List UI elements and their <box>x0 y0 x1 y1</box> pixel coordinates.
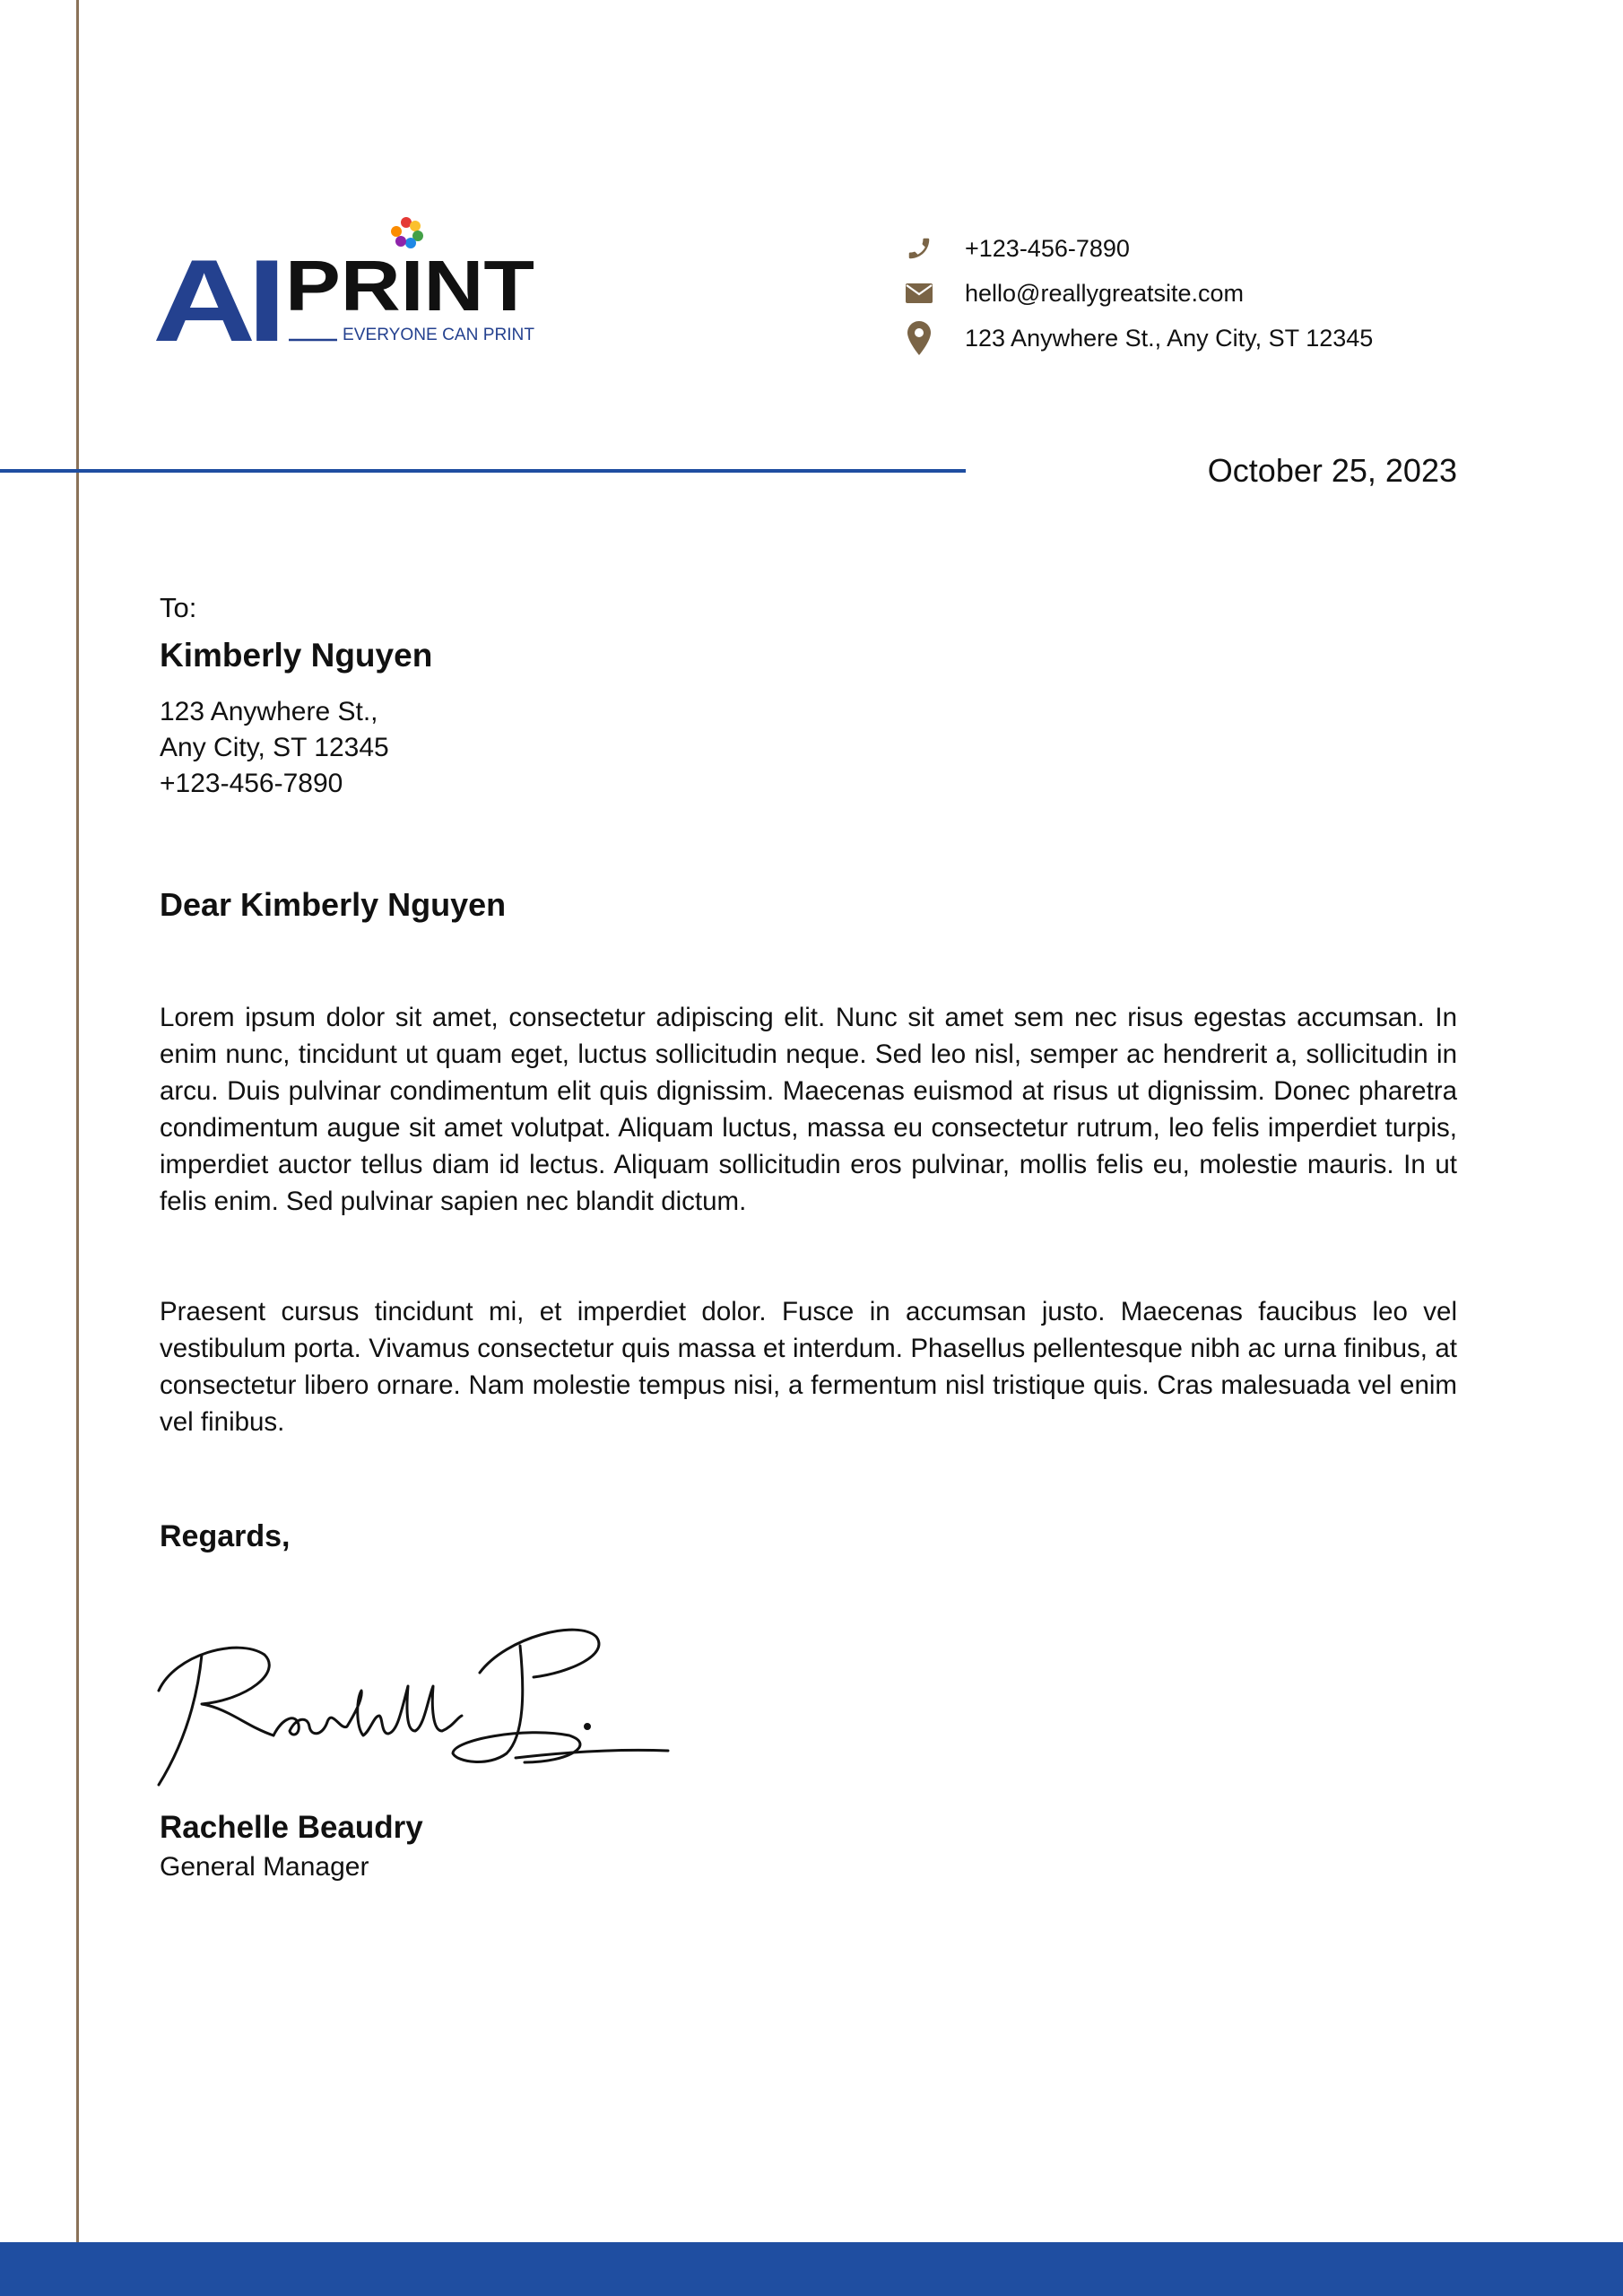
recipient-address-line: Any City, ST 12345 <box>160 733 389 762</box>
recipient-address <box>160 694 389 802</box>
location-pin-icon <box>901 320 937 356</box>
contact-phone <box>901 226 1373 271</box>
logo-print-text: PRINT <box>285 246 535 326</box>
left-accent-line <box>76 0 79 2242</box>
contact-phone-text[interactable]: +123-456-7890 <box>965 234 1130 262</box>
letter-date: October 25, 2023 <box>1207 452 1457 489</box>
header-divider-line <box>0 469 966 473</box>
body-paragraph-1: Lorem ipsum dolor sit amet, consectetur adipiscing elit. Nunc sit amet sem nec risus egestas accumsan. In enim nunc, tincidunt ut quam eget, luctus sollicitudin neque. Sed leo nisl, semper ac hendrerit a, sollicitudin in arcu. Duis pulvinar condimentum elit quis dignissim. Maecenas euismod at risus ut dignissim. Donec pharetra condimentum augue sit amet volutpat. Aliquam luctus, massa eu consectetur rutrum, leo felis imperdiet turpis, imperdiet auctor tellus diam id lectus. Aliquam sollicitudin eros pulvinar, mollis felis eu, molestie mauris. In ut felis enim. Sed pulvinar sapien nec blandit dictum. <box>160 1003 1457 1216</box>
logo-ai-text: AI <box>152 235 278 348</box>
closing: Regards, <box>160 1519 291 1553</box>
salutation: Dear Kimberly Nguyen <box>160 886 507 923</box>
phone-icon <box>901 230 937 266</box>
company-logo <box>152 213 547 348</box>
contact-email <box>901 271 1373 316</box>
contact-block <box>901 226 1373 361</box>
recipient-phone: +123-456-7890 <box>160 769 343 798</box>
to-label: To: <box>160 592 197 623</box>
contact-address-text: 123 Anywhere St., Any City, ST 12345 <box>965 324 1374 352</box>
contact-email-text[interactable]: hello@reallygreatsite.com <box>965 279 1245 307</box>
recipient-address-line: 123 Anywhere St., <box>160 697 378 726</box>
logo-flower-icon <box>391 217 423 248</box>
sender-name: Rachelle Beaudry <box>160 1810 423 1845</box>
recipient-name: Kimberly Nguyen <box>160 637 433 674</box>
email-icon <box>901 275 937 311</box>
footer-bar <box>0 2242 1623 2296</box>
body-paragraph-2: Praesent cursus tincidunt mi, et imperdiet dolor. Fusce in accumsan justo. Maecenas faucibus leo vel vestibulum porta. Vivamus consectetur quis massa et interdum. Phasellus pellentesque nibh ac urna finibus, at consectetur libero ornare. Nam molestie tempus nisi, a fermentum nisl tristique quis. Cras malesuada vel enim vel finibus. <box>160 1297 1457 1437</box>
contact-address <box>901 316 1373 361</box>
logo-tagline: EVERYONE CAN PRINT <box>343 326 535 344</box>
sender-title: General Manager <box>160 1852 369 1882</box>
signature-image <box>148 1601 686 1798</box>
